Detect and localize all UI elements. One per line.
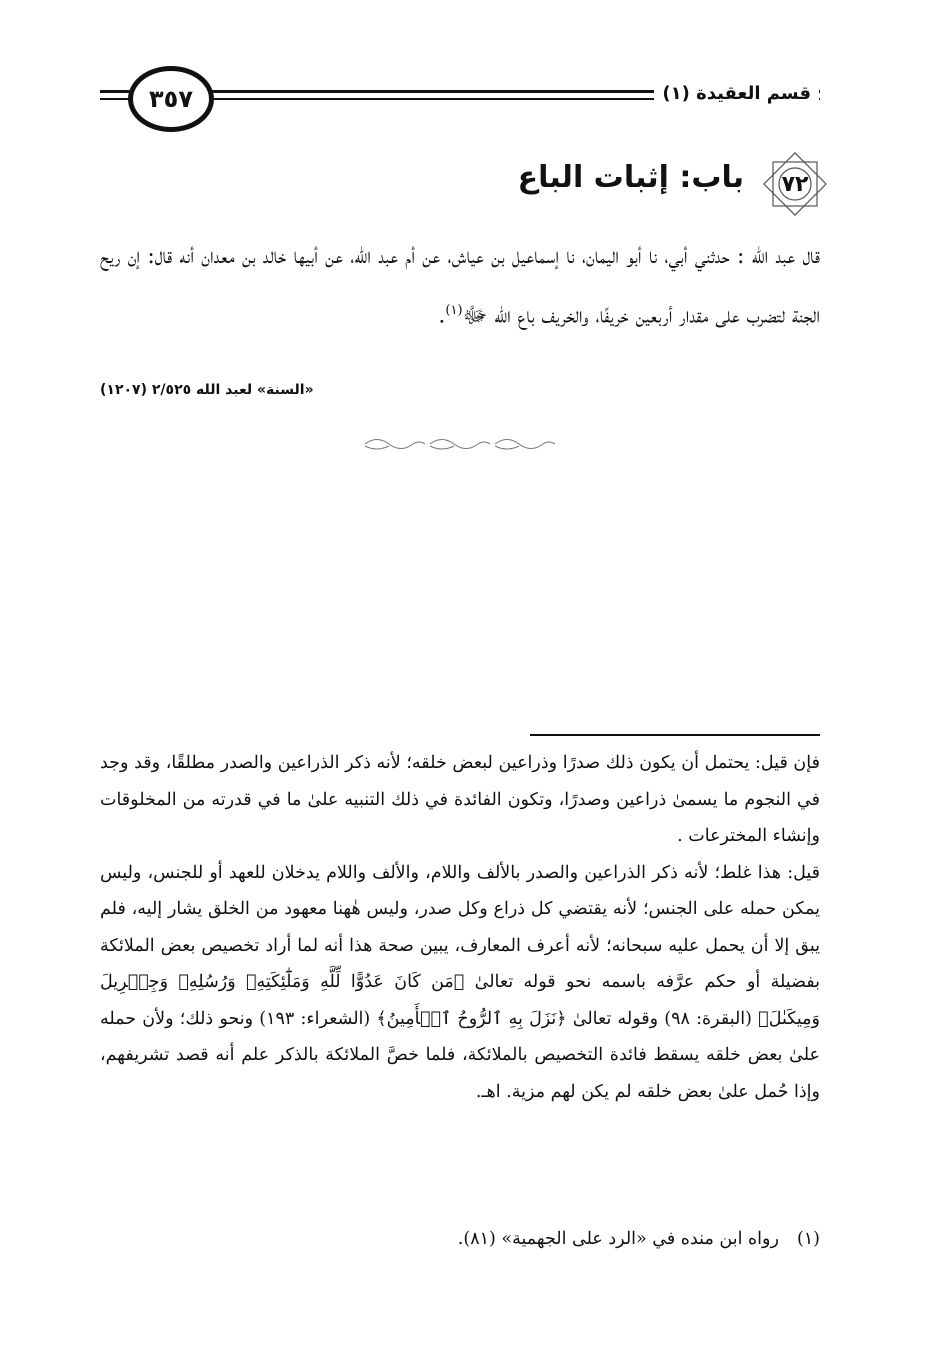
footnote-reference	[100, 1221, 820, 1257]
footnote-paragraph-2: قيل: هذا غلط؛ لأنه ذكر الذراعين والصدر بالألف واللام، والألف واللام يدخلان للعهد أو للجنس، وليس يمكن حمله على الجنس؛ لأنه يقتضي كل ذراع وكل صدر، وليس هٰهنا معهود من الخلق يشار إليه، فلم يبق إلا أن يحمل عليه سبحانه؛ لأنه أعرف المعارف، يبين صحة هذا أنه لما أراد تخصيص بعض الملائكة بفضيلة أو حكم عرَّفه باسمه نحو قوله تعالىٰ ﴿مَن كَانَ عَدُوًّا لِّلَّهِ وَمَلَٰٓئِكَتِهِۦ وَرُسُلِهِۦ وَجِبۡرِيلَ وَمِيكَىٰلَ﴾ (البقرة: ٩٨) وقوله تعالىٰ ﴿نَزَلَ بِهِ ٱلرُّوحُ ٱلۡأَمِينُ﴾ (الشعراء: ١٩٣) ونحو ذلك؛ ولأن حمله علىٰ بعض خلقه يسقط فائدة التخصيص بالملائكة، فلما خصَّ الملائكة بالذكر علم أنه قصد تشريفهم، وإذا حُمل علىٰ بعض خلقه لم يكن لهم مزية. اهـ.	[100, 862, 820, 1102]
section-title: قسم العقيدة (١)	[654, 76, 819, 112]
footnote-marker: (١)	[445, 303, 463, 318]
footnote-paragraph-1: فإن قيل: يحتمل أن يكون ذلك صدرًا وذراعين لبعض خلقه؛ لأنه ذكر الذراعين والصدر مطلقًا، وقد وجد في النجوم ما يسمىٰ ذراعين وصدرًا، وتكون الفائدة في ذلك التنبيه علىٰ ما في قدرته من المخلوقات وإنشاء المخترعات .	[100, 753, 820, 846]
footnote-commentary	[100, 745, 820, 1110]
page-number-text: ٣٥٧	[149, 85, 193, 113]
footnote-ref-marker: (١)	[796, 1229, 820, 1249]
hadith-body: قال عبد الله : حدثني أبي، نا أبو اليمان، نا إسماعيل بن عياش، عن أم عبد الله، عن أبيها خالد بن معدان أنه قال: إن ريح الجنة لتضرب على مقدار أربعين خريفًا، والخريف باع الله ﷻ	[100, 244, 820, 329]
footnote-ref-text: رواه ابن منده في «الرد على الجهمية» (٨١).	[457, 1229, 779, 1249]
decorative-divider-icon	[360, 436, 560, 452]
hadith-text	[100, 230, 820, 343]
chapter-number: ٧٢	[781, 171, 809, 197]
hadith-end: .	[438, 303, 446, 329]
footnote-rule	[530, 734, 820, 736]
chapter-title: باب: إثبات الباع	[517, 160, 744, 195]
chapter-number-ornament	[760, 152, 830, 216]
source-citation: «السنة» لعبد الله ٢/٥٢٥ (١٢٠٧)	[100, 382, 314, 398]
page-number	[128, 66, 214, 132]
